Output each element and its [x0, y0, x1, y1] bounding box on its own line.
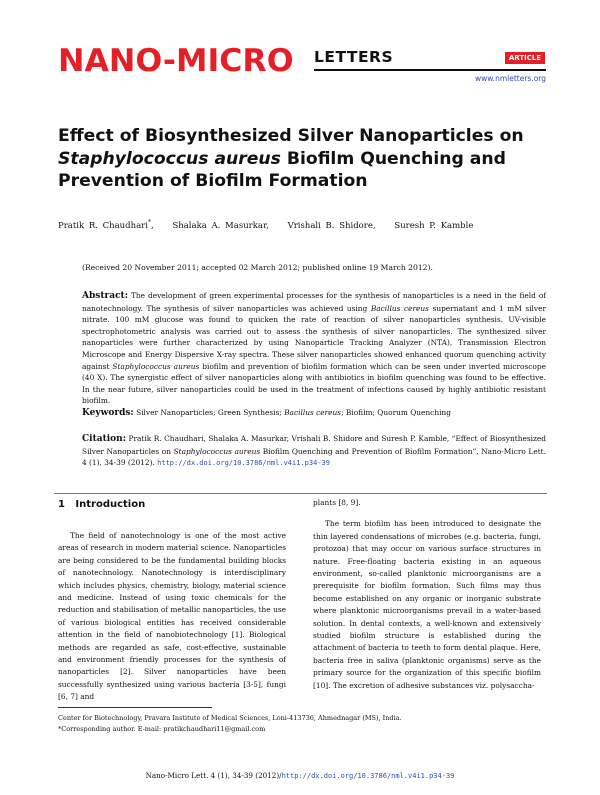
corresponding-mark: * [147, 219, 151, 226]
publication-dates: (Received 20 November 2011; accepted 02 March 2012; published online 19 March 2012). [82, 263, 433, 272]
left-column [58, 530, 286, 704]
page-footer [0, 771, 600, 780]
citation-label: Citation: [82, 434, 127, 444]
title-species: Staphylococcus aureus [58, 148, 281, 169]
author-1: Pratik R. Chaudhari [58, 220, 148, 231]
doi-link[interactable]: http://dx.doi.org/10.3786/nml.v4i1.p34-39 [157, 459, 330, 467]
title-line-3: Prevention of Biofilm Formation [58, 171, 368, 191]
footer-citation: Nano-Micro Lett. 4 (1), 34-39 (2012)/ [145, 771, 282, 780]
journal-logo-subtitle: LETTERS [314, 48, 394, 66]
keywords: Keywords: Silver Nanoparticles; Green Synthesis; Bacillus cereus; Biofilm; Quorum Quenching [82, 408, 451, 418]
title-line-1: Effect of Biosynthesized Silver Nanoparticles on [58, 126, 524, 146]
article-badge: ARTICLE [505, 52, 545, 64]
abstract-label: Abstract: [82, 291, 129, 301]
right-column [313, 497, 541, 692]
intro-paragraph-2: The term biofilm has been introduced to designate the thin layered condensations of microbes (e.g. bacteria, fungi, protozoa) that may occur on various surface structures in nature. Free-floating bacteria existing in an aqueous environment, so-called planktonic microorganisms are a prerequisite for biofilm formation. Such films may thus become established on any organic or inorganic substrate where planktonic microorganisms prevail in a water-based solution. In dental contexts, a well-known and extensively studied biofilm structure is established during the attachment of bacteria to teeth to form dental plaque. Here, bacteria free in saliva (planktonic organisms) serve as the primary source for the organization of this specific biofilm [10]. The excretion of adhesive substances viz. polysaccha- [313, 519, 541, 690]
paper-title [58, 125, 558, 193]
abstract: Abstract: The development of green experimental processes for the synthesis of nanoparticles is a need in the field of nanotechnology. The synthesis of silver nanoparticles was achieved using Bacillus cereus supernatant and 1 mM silver nitrate. 100 mM glucose was found to quicken the rate of reaction of silver nanoparticles synthesis. UV-visible spectrophotometric analysis was carried out to assess the synthesis of silver nanoparticles. The synthesized silver nanoparticles were further characterized by using Nanoparticle Tracking Analyzer (NTA), Transmission Electron Microscope and Energy Dispersive X-ray spectra. These silver nanoparticles showed enhanced quorum quenching activity against Staphylococcus aureus biofilm and prevention of biofilm formation which can be seen under inverted microscope (40 X). The synergistic effect of silver nanoparticles along with antibiotics in biofilm quenching was found to be effective. In the near future, silver nanoparticles could be used in the treatment of infections caused by highly antibiotic resistant biofilm. [82, 291, 546, 406]
intro-paragraph-1: The field of nanotechnology is one of the most active areas of research in modern material science. Nanoparticles are being considered to be the fundamental building blocks of nanotechnology. Nanotechnology is interdisciplinary which includes physics, chemistry, biology, material science and medicine. Instead of using toxic chemicals for the reduction and stabilisation of metallic nanoparticles, the use of various biological entities has received considerable attention in the field of nanobiotechnology [1]. Biological methods are regarded as safe, cost-effective, sustainable and environment friendly processes for the synthesis of nanoparticles [2]. Silver nanoparticles have been successfully synthesized using various bacteria [3-5], fungi [6, 7] and [58, 531, 286, 702]
footnotes [58, 713, 548, 734]
footer-doi-link[interactable]: http://dx.doi.org/10.3786/nml.v4i1.p34-39 [281, 772, 455, 780]
header-rule [314, 69, 546, 71]
author-list [58, 219, 473, 231]
other-authors: , Shalaka A. Masurkar, Vrishali B. Shidore, Suresh P. Kamble [150, 220, 474, 231]
title-line-2: Staphylococcus aureus Biofilm Quenching and [58, 148, 506, 169]
section-divider [54, 493, 547, 494]
corresponding-author-note: *Corresponding author. E-mail: pratikchaudhari11@gmail.com [58, 724, 266, 733]
journal-logo: NANO-MICRO [58, 43, 294, 79]
intro-paragraph-1-continued: plants [8, 9]. [313, 498, 361, 507]
citation: Citation: Pratik R. Chaudhari, Shalaka A. Masurkar, Vrishali B. Shidore and Suresh P. Kamble, “Effect of Biosynthesized Silver Nanoparticles on Staphylococcus aureus Biofilm Quenching and Prevention of Biofilm Formation”, Nano-Micro Lett. 4 (1), 34-39 (2012). http://dx.doi.org/10.3786/nml.v4i1.p34-39 [82, 434, 546, 467]
keywords-label: Keywords: [82, 408, 134, 418]
affiliation-note: Center for Biotechnology, Pravara Institute of Medical Sciences, Loni-413736, Ahmednagar (MS), India. [58, 714, 402, 722]
section-heading-introduction: 1 Introduction [58, 499, 146, 510]
footnote-rule [58, 707, 212, 708]
journal-url-link[interactable]: www.nmletters.org [474, 74, 546, 83]
